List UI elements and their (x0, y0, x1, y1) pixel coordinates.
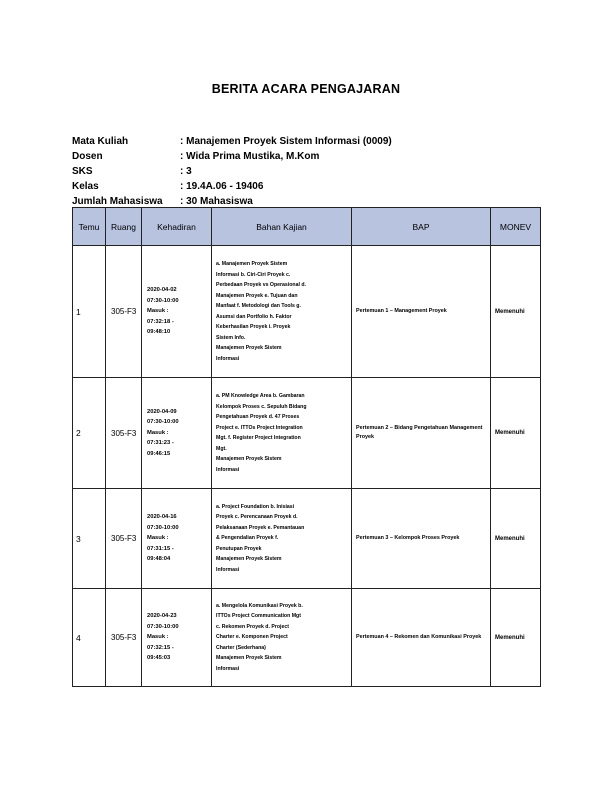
column-header-kehadiran: Kehadiran (142, 208, 212, 246)
cell-bahan-kajian: a. Manajemen Proyek Sistem Informasi b. Ciri-Ciri Proyek c. Perbedaan Proyek vs Operasional d. Manajemen Proyek e. Tujuan dan Manfaat f. Metodologi dan Tools g. Asumsi dan Portfolio h. Faktor Keberhasilan Proyek i. Proyek Sistem Info. Manajemen Proyek Sistem Informasi (212, 246, 352, 378)
cell-bahan-kajian: a. PM Knowledge Area b. Gambaran Kelompok Proses c. Sepuluh Bidang Pengetahuan Proyek d. 47 Proses Project e. ITTOs Project Integration Mgt. f. Register Project Integration Mgt. Manajemen Proyek Sistem Informasi (212, 378, 352, 489)
info-value: : 30 Mahasiswa (180, 196, 253, 207)
cell-monev: Memenuhi (491, 489, 541, 589)
cell-bap: Pertemuan 1 – Management Proyek (352, 246, 491, 378)
info-label: Mata Kuliah (72, 136, 129, 147)
column-header-bahan-kajian: Bahan Kajian (212, 208, 352, 246)
document-title: BERITA ACARA PENGAJARAN (211, 82, 401, 96)
column-header-ruang: Ruang (106, 208, 142, 246)
cell-ruang: 305-F3 (106, 589, 142, 687)
info-value: : Manajemen Proyek Sistem Informasi (0009) (180, 136, 392, 147)
cell-bap: Pertemuan 2 – Bidang Pengetahuan Management Proyek (352, 378, 491, 489)
cell-bahan-kajian: a. Project Foundation b. Inisiasi Proyek c. Perencanaan Proyek d. Pelaksanaan Proyek e. Pemantauan & Pengendalian Proyek f. Penutupan Proyek Manajemen Proyek Sistem Informasi (212, 489, 352, 589)
info-value: : Wida Prima Mustika, M.Kom (180, 151, 320, 162)
column-header-bap: BAP (352, 208, 491, 246)
info-label: Jumlah Mahasiswa (72, 196, 163, 207)
cell-kehadiran: 2020-04-16 07:30-10:00 Masuk : 07:31:15 - 09:48:04 (142, 489, 212, 589)
info-label: Kelas (72, 181, 99, 192)
cell-kehadiran: 2020-04-23 07:30-10:00 Masuk : 07:32:15 - 09:45:03 (142, 589, 212, 687)
cell-temu: 1 (73, 246, 106, 378)
cell-temu: 4 (73, 589, 106, 687)
cell-ruang: 305-F3 (106, 489, 142, 589)
table-row (73, 246, 541, 378)
cell-monev: Memenuhi (491, 589, 541, 687)
table-row (73, 489, 541, 589)
cell-bahan-kajian: a. Mengelola Komunikasi Proyek b. ITTOs Project Communication Mgt c. Rekomen Proyek d. Project Charter e. Komponen Project Charter (Sederhana) Manajemen Proyek Sistem Informasi (212, 589, 352, 687)
info-label: SKS (72, 166, 93, 177)
cell-monev: Memenuhi (491, 246, 541, 378)
info-row-lecturer (72, 149, 392, 164)
info-value: : 3 (180, 166, 192, 177)
cell-kehadiran: 2020-04-09 07:30-10:00 Masuk : 07:31:23 - 09:46:15 (142, 378, 212, 489)
cell-ruang: 305-F3 (106, 378, 142, 489)
info-row-sks (72, 164, 392, 179)
info-label: Dosen (72, 151, 103, 162)
info-value: : 19.4A.06 - 19406 (180, 181, 264, 192)
column-header-temu: Temu (73, 208, 106, 246)
table-header-row (73, 208, 541, 246)
table-row (73, 589, 541, 687)
table-row (73, 378, 541, 489)
column-header-monev: MONEV (491, 208, 541, 246)
course-info (72, 134, 392, 209)
teaching-record-table (72, 207, 541, 687)
cell-bap: Pertemuan 4 – Rekomen dan Komunikasi Proyek (352, 589, 491, 687)
cell-monev: Memenuhi (491, 378, 541, 489)
info-row-class (72, 179, 392, 194)
cell-kehadiran: 2020-04-02 07:30-10:00 Masuk : 07:32:18 - 09:48:10 (142, 246, 212, 378)
cell-temu: 3 (73, 489, 106, 589)
cell-bap: Pertemuan 3 – Kelompok Proses Proyek (352, 489, 491, 589)
cell-temu: 2 (73, 378, 106, 489)
cell-ruang: 305-F3 (106, 246, 142, 378)
info-row-course (72, 134, 392, 149)
